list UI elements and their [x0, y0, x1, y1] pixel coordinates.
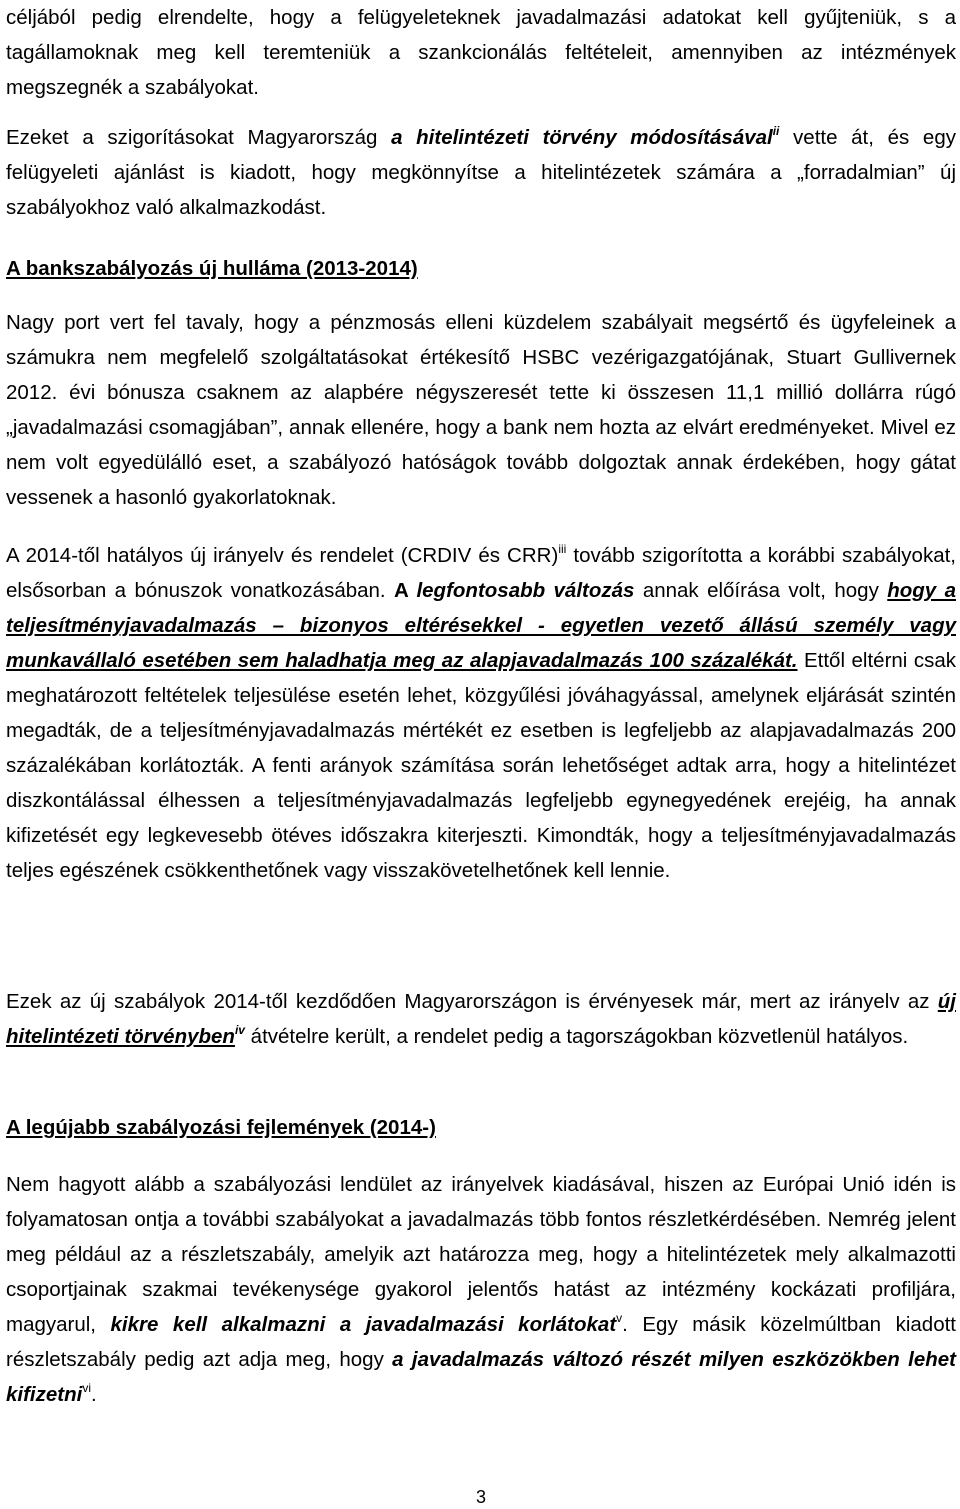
section-heading-new-wave: A bankszabályozás új hulláma (2013-2014): [6, 257, 418, 280]
paragraph-hsbc-bonus: [6, 305, 956, 515]
emphasis-payment-instruments: a javadalmazás változó részét milyen eszközökben lehet kifizetni: [6, 1348, 956, 1406]
footnote-ref-iv[interactable]: iv: [234, 1023, 245, 1037]
footnote-ref-ii[interactable]: ii: [772, 124, 780, 138]
paragraph-hungary-adoption: [6, 120, 956, 225]
footnote-ref-iii[interactable]: iii: [558, 542, 567, 556]
emphasis-bonus-cap-rule: hogy a teljesítményjavadalmazás – bizonyos eltérésekkel - egyetlen vezető állású személy vagy munkavállaló esetében sem haladhatja meg az alapjavadalmazás 100 százalékát.: [6, 579, 956, 672]
text-run: vette át, és egy felügyeleti ajánlást is kiadott, hogy megkönnyítse a hitelintézetek számára a „forradalmian” új szabályokhoz való alkalmazkodást.: [6, 126, 956, 219]
emphasis-new-credit-law: új hitelintézeti törvényben: [6, 990, 956, 1048]
emphasis-who-rules-apply-to: kikre kell alkalmazni a javadalmazási korlátokat: [110, 1313, 617, 1336]
page-number: 3: [475, 1487, 486, 1507]
text-run: tovább szigorította a korábbi szabályokat, elsősorban a bónuszok vonatkozásában.: [6, 544, 956, 602]
paragraph-text: Nagy port vert fel tavaly, hogy a pénzmosás elleni küzdelem szabályait megsértő és ügyfeleinek a számukra nem megfelelő szolgáltatásokat értékesítő HSBC vezérigazgatójának, Stuart Gullivernek 2012. évi bónusza csaknem az alapbére négyszeresét tette ki összesen 11,1 millió dollárra rúgó „javadalmazási csomagjában”, annak ellenére, hogy a bank nem hozta az elvárt eredményeket. Mivel ez nem volt egyedülálló eset, a szabályozó hatóságok tovább dolgoztak annak érdekében, hogy gátat vessenek a hasonló gyakorlatoknak.: [6, 311, 956, 509]
paragraph-sanctions: [6, 0, 956, 105]
text-run: Ezek az új szabályok 2014-től kezdődően Magyarországon is érvényesek már, mert az irányelv az: [6, 990, 938, 1013]
document-page: [6, 0, 956, 1509]
text-run: . Egy másik közelmúltban kiadott részletszabály pedig azt adja meg, hogy: [6, 1313, 956, 1371]
text-run: Nem hagyott alább a szabályozási lendület az irányelvek kiadásával, hiszen az Európai Unió idén is folyamatosan ontja a további szabályokat a javadalmazás több fontos részletkérdésében. Nemrég jelent meg például az a részletszabály, amelyik azt határozza meg, hogy a hitelintézetek mely alkalmazotti csoportjainak szakmai tevékenysége gyakorol jelentős hatást az intézmény kockázati profiljára, magyarul,: [6, 1173, 956, 1336]
text-run: Ettől eltérni csak meghatározott feltételek teljesülése esetén lehet, közgyűlési jóváhagyással, amelynek eljárását szintén megadták, de a teljesítményjavadalmazás mértékét ez esetben is legfeljebb az alapjavadalmazás 200 százalékában korlátozták. A fenti arányok számítása során lehetőséget adtak arra, hogy a hitelintézet diszkontálással élhessen a teljesítményjavadalmazás legfeljebb egynegyedének erejéig, ha annak kifizetését egy legkevesebb ötéves időszakra kiterjeszti. Kimondták, hogy a teljesítményjavadalmazás teljes egészének csökkenthetőnek vagy visszakövetelhetőnek kell lennie.: [6, 649, 956, 882]
text-run: .: [91, 1383, 97, 1406]
paragraph-hungary-validity: [6, 984, 956, 1054]
paragraph-crdiv-crr: [6, 538, 956, 888]
paragraph-latest-rules: [6, 1167, 956, 1412]
paragraph-text: céljából pedig elrendelte, hogy a felügyeleteknek javadalmazási adatokat kell gyűjteniük, s a tagállamoknak meg kell teremteniük a szankcionálás feltételeit, amennyiben az intézmények megszegnék a szabályokat.: [6, 6, 956, 99]
footnote-ref-v[interactable]: v: [616, 1311, 623, 1325]
text-run: átvételre került, a rendelet pedig a tagországokban közvetlenül hatályos.: [244, 1025, 909, 1048]
text-run: Ezeket a szigorításokat Magyarország: [6, 126, 392, 149]
emphasis-most-important-change: legfontosabb változás: [416, 579, 635, 602]
text-run-bold: A: [394, 579, 417, 602]
text-run: A 2014-től hatályos új irányelv és rendelet (CRDIV és CRR): [6, 544, 559, 567]
emphasis-law-amendment: a hitelintézeti törvény módosításával: [391, 126, 773, 149]
text-run: annak előírása volt, hogy: [634, 579, 888, 602]
section-heading-latest-developments: A legújabb szabályozási fejlemények (2014-): [6, 1116, 436, 1139]
footnote-ref-vi[interactable]: vi: [82, 1381, 91, 1395]
